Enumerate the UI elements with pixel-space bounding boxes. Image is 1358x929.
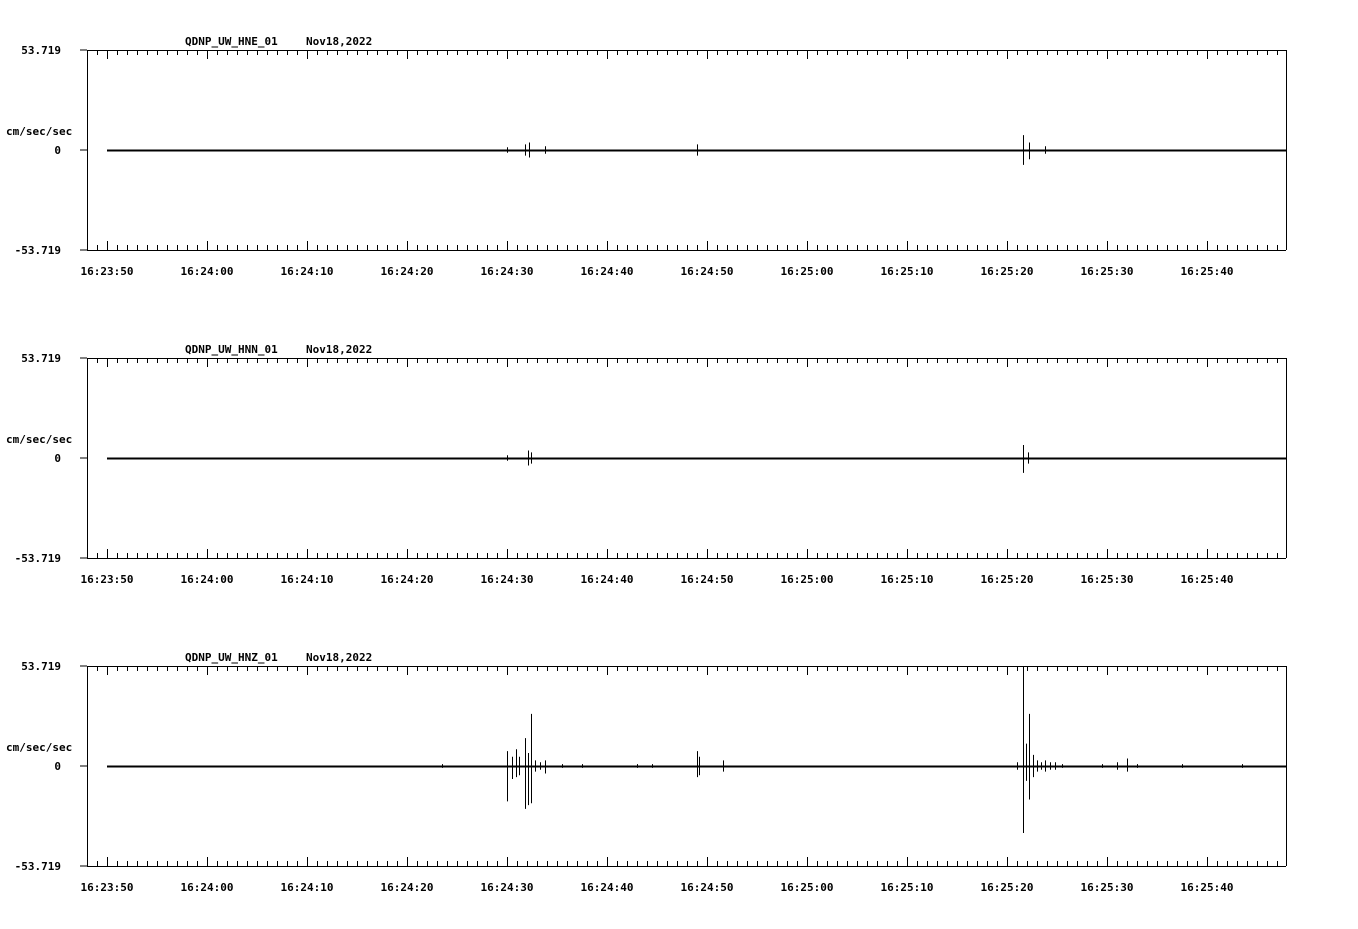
x-tick-label: 16:24:40 xyxy=(580,265,634,278)
x-tick-label: 16:25:40 xyxy=(1180,265,1234,278)
x-tick-label: 16:24:10 xyxy=(280,881,334,894)
x-tick-label: 16:25:20 xyxy=(980,265,1034,278)
panel-title-date: Nov18,2022 xyxy=(306,35,373,48)
seismogram-panel xyxy=(6,343,1287,586)
x-tick-label: 16:25:00 xyxy=(780,265,834,278)
x-tick-label: 16:25:40 xyxy=(1180,881,1234,894)
x-tick-label: 16:24:20 xyxy=(380,881,434,894)
x-tick-label: 16:25:10 xyxy=(880,881,934,894)
x-tick-label: 16:25:10 xyxy=(880,573,934,586)
y-tick-label-max: 53.719 xyxy=(21,352,61,365)
y-axis-label: cm/sec/sec xyxy=(6,433,73,446)
x-tick-label: 16:24:50 xyxy=(680,265,734,278)
panel-title-date: Nov18,2022 xyxy=(306,651,373,664)
y-tick-label-max: 53.719 xyxy=(21,660,61,673)
x-tick-label: 16:24:00 xyxy=(180,573,234,586)
x-tick-label: 16:24:50 xyxy=(680,573,734,586)
x-tick-label: 16:25:30 xyxy=(1080,881,1134,894)
x-tick-label: 16:23:50 xyxy=(80,881,134,894)
x-tick-label: 16:23:50 xyxy=(80,265,134,278)
x-tick-label: 16:25:40 xyxy=(1180,573,1234,586)
y-tick-label-min: -53.719 xyxy=(14,860,61,873)
y-axis-label: cm/sec/sec xyxy=(6,741,73,754)
x-tick-label: 16:25:20 xyxy=(980,573,1034,586)
x-tick-label: 16:24:40 xyxy=(580,573,634,586)
x-tick-label: 16:25:20 xyxy=(980,881,1034,894)
panel-title-station: QDNP_UW_HNE_01 xyxy=(185,35,278,48)
x-tick-label: 16:25:30 xyxy=(1080,265,1134,278)
y-tick-label-zero: 0 xyxy=(54,144,61,157)
seismogram-panel xyxy=(6,651,1287,894)
x-tick-label: 16:24:20 xyxy=(380,573,434,586)
panel-title-station: QDNP_UW_HNN_01 xyxy=(185,343,278,356)
x-tick-label: 16:23:50 xyxy=(80,573,134,586)
x-tick-label: 16:24:10 xyxy=(280,573,334,586)
x-tick-label: 16:25:00 xyxy=(780,881,834,894)
y-tick-label-min: -53.719 xyxy=(14,244,61,257)
panel-title-station: QDNP_UW_HNZ_01 xyxy=(185,651,278,664)
y-tick-label-max: 53.719 xyxy=(21,44,61,57)
x-tick-label: 16:25:10 xyxy=(880,265,934,278)
y-tick-label-zero: 0 xyxy=(54,452,61,465)
x-tick-label: 16:24:50 xyxy=(680,881,734,894)
seismogram-panel xyxy=(6,35,1287,278)
y-tick-label-zero: 0 xyxy=(54,760,61,773)
y-tick-label-min: -53.719 xyxy=(14,552,61,565)
x-tick-label: 16:24:00 xyxy=(180,881,234,894)
x-tick-label: 16:24:20 xyxy=(380,265,434,278)
x-tick-label: 16:24:30 xyxy=(480,265,534,278)
x-tick-label: 16:24:00 xyxy=(180,265,234,278)
panel-title-date: Nov18,2022 xyxy=(306,343,373,356)
x-tick-label: 16:24:30 xyxy=(480,573,534,586)
x-tick-label: 16:24:10 xyxy=(280,265,334,278)
y-axis-label: cm/sec/sec xyxy=(6,125,73,138)
x-tick-label: 16:25:30 xyxy=(1080,573,1134,586)
x-tick-label: 16:24:40 xyxy=(580,881,634,894)
x-tick-label: 16:25:00 xyxy=(780,573,834,586)
x-tick-label: 16:24:30 xyxy=(480,881,534,894)
